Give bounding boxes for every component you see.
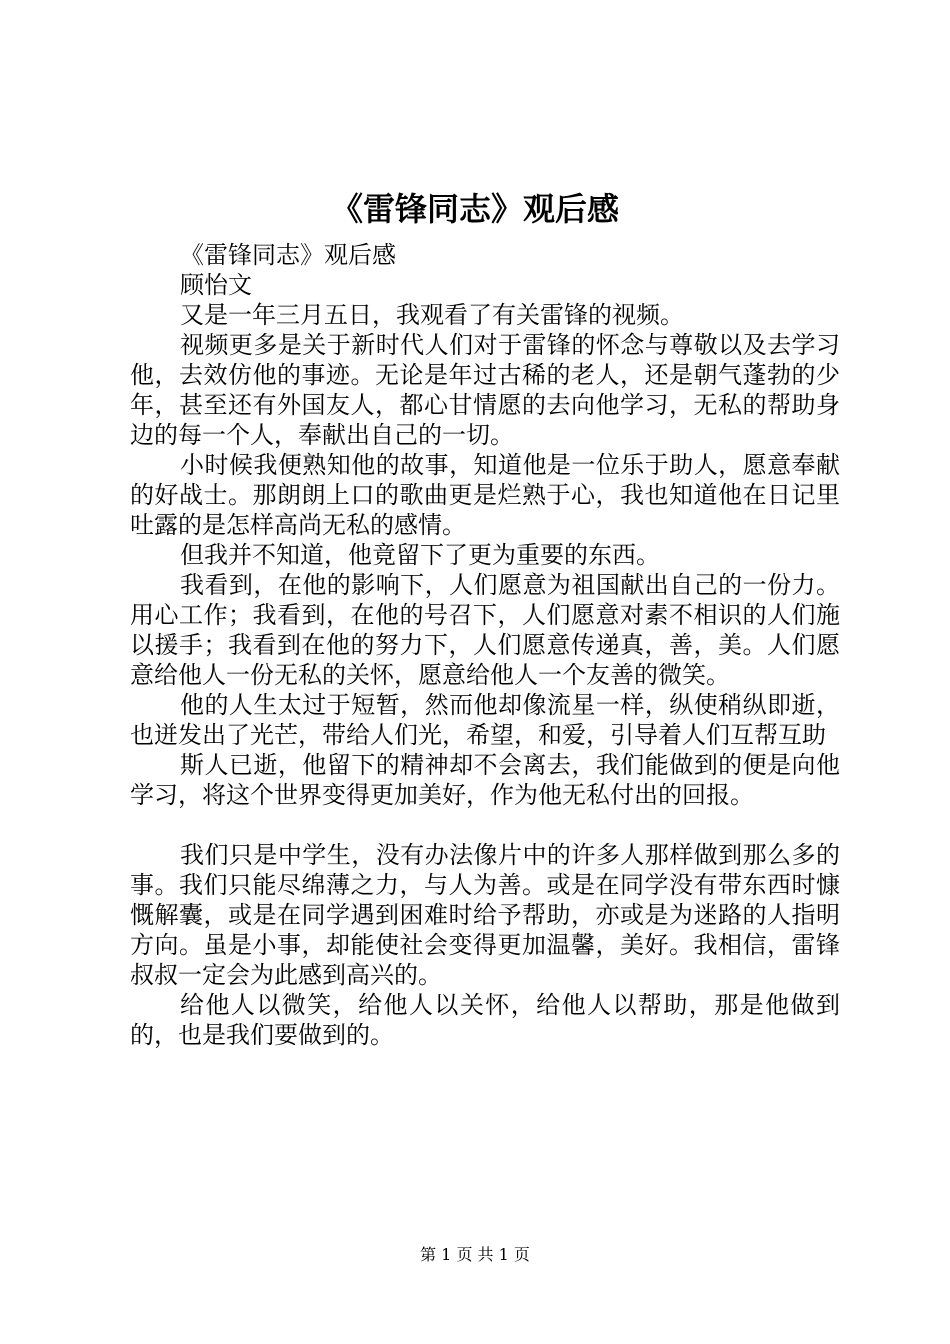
- document-title: 《雷锋同志》观后感: [330, 190, 619, 228]
- paragraph-2: 视频更多是关于新时代人们对于雷锋的怀念与尊敬以及去学习他，去效仿他的事迹。无论是年过古稀的老人，还是朝气蓬勃的少年，甚至还有外国友人，都心甘情愿的去向他学习，无私的帮助身边的每一个人，奉献出自己的一切。: [130, 331, 840, 449]
- paragraph-1: 又是一年三月五日，我观看了有关雷锋的视频。: [180, 301, 684, 329]
- paragraph-7: 斯人已逝，他留下的精神却不会离去，我们能做到的便是向他学习，将这个世界变得更加美好，作为他无私付出的回报。: [130, 751, 840, 809]
- paragraph-5: 我看到，在他的影响下，人们愿意为祖国献出自己的一份力。用心工作；我看到，在他的号召下，人们愿意对素不相识的人们施以援手；我看到在他的努力下，人们愿意传递真，善，美。人们愿意给他人一份无私的关怀，愿意给他人一个友善的微笑。: [130, 571, 840, 689]
- subtitle-line: 《雷锋同志》观后感: [180, 241, 396, 269]
- paragraph-3: 小时候我便熟知他的故事，知道他是一位乐于助人，愿意奉献的好战士。那朗朗上口的歌曲更是烂熟于心，我也知道他在日记里吐露的是怎样高尚无私的感情。: [130, 451, 840, 539]
- blank-line: [130, 810, 840, 840]
- paragraph-9: 给他人以微笑，给他人以关怀，给他人以帮助，那是他做到的，也是我们要做到的。: [130, 991, 840, 1049]
- paragraph-8: 我们只是中学生，没有办法像片中的许多人那样做到那么多的事。我们只能尽绵薄之力，与人为善。或是在同学没有带东西时慷慨解囊，或是在同学遇到困难时给予帮助，亦或是为迷路的人指明方向。虽是小事，却能使社会变得更加温馨，美好。我相信，雷锋叔叔一定会为此感到高兴的。: [130, 841, 840, 989]
- paragraph-6: 他的人生太过于短暂，然而他却像流星一样，纵使稍纵即逝，也迸发出了光芒，带给人们光，希望，和爱，引导着人们互帮互助: [130, 691, 840, 749]
- document-body: [130, 240, 840, 1050]
- author-line: 顾怡文: [180, 271, 252, 299]
- paragraph-4: 但我并不知道，他竟留下了更为重要的东西。: [180, 541, 660, 569]
- page-number-footer: 第 1 页 共 1 页: [420, 1245, 530, 1264]
